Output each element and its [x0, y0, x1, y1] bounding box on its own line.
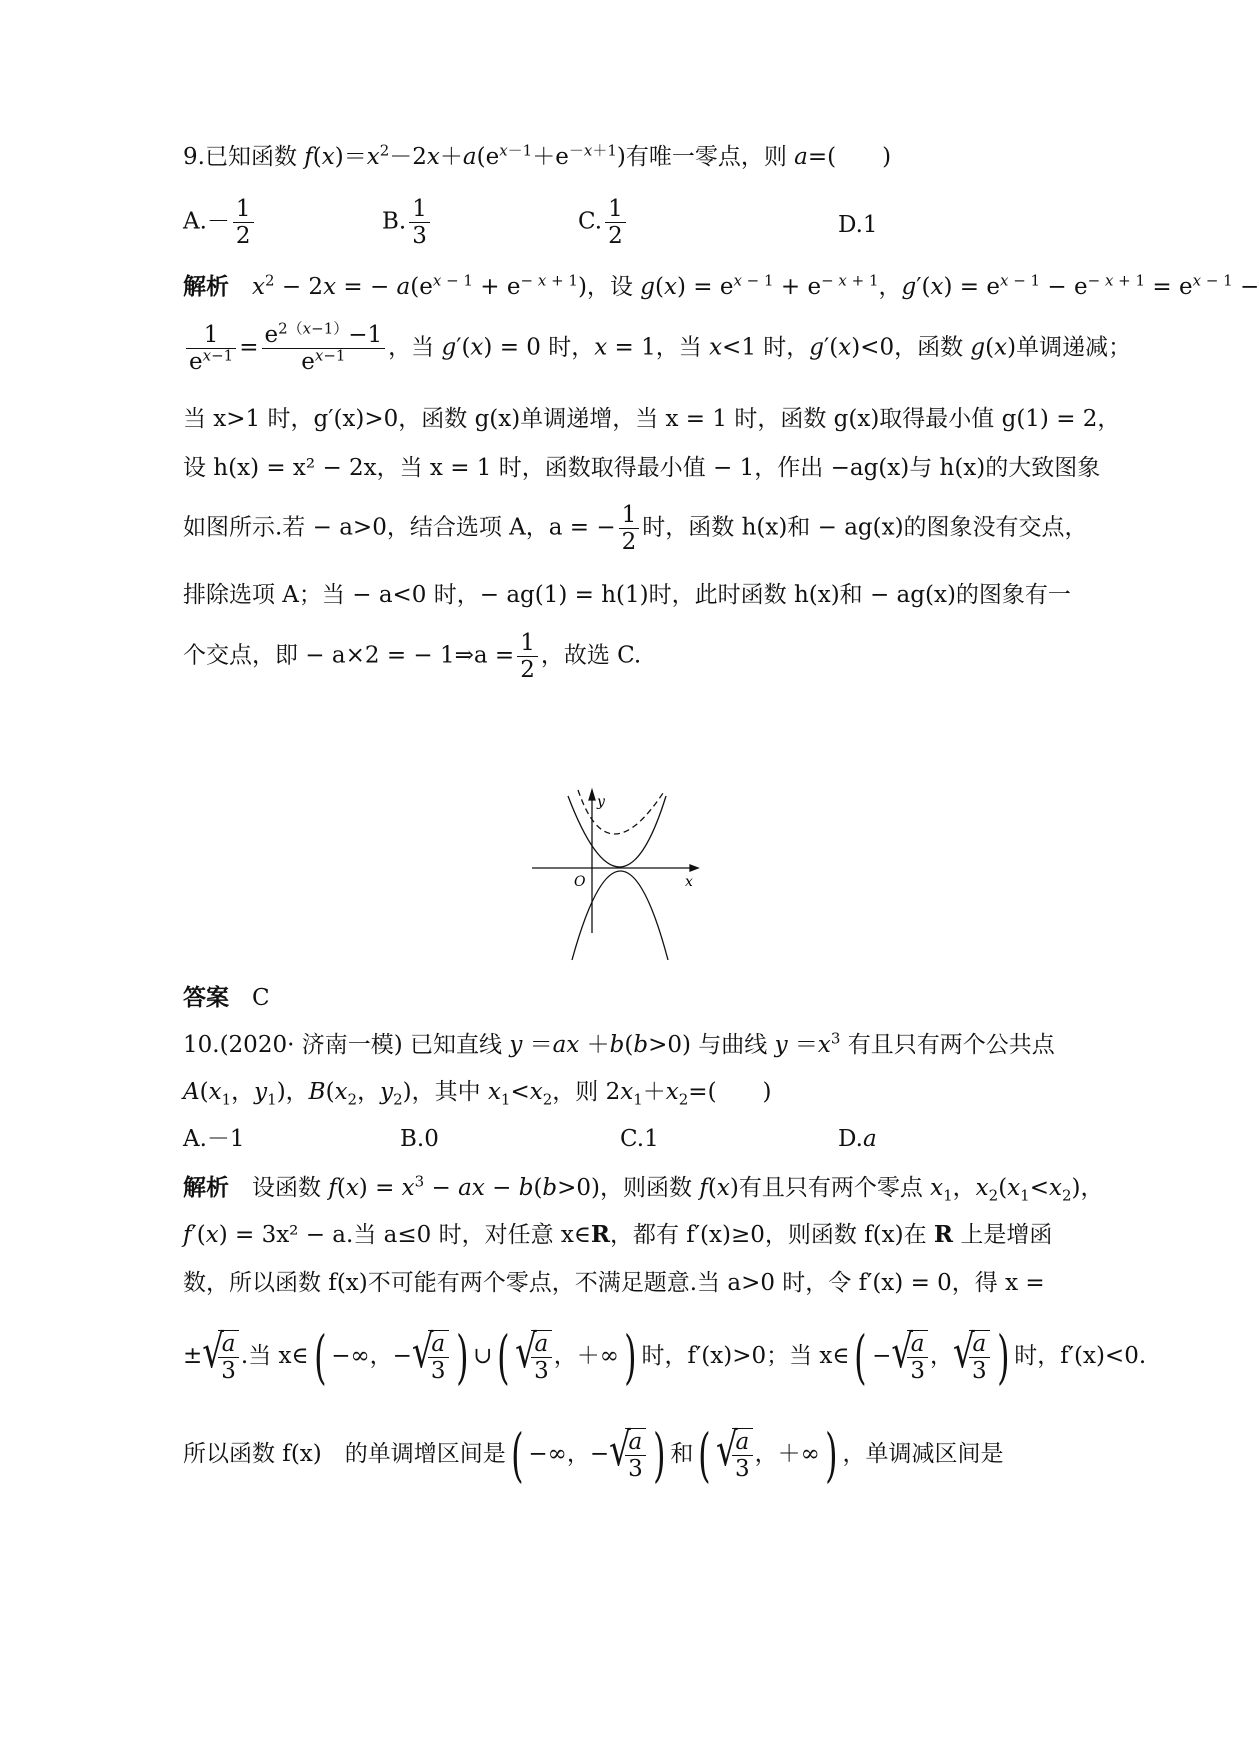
- solution-label: 解析: [183, 273, 229, 300]
- answer-9: 答案 C: [183, 984, 270, 1011]
- sol10-line-2: f′(x) = 3x² − a.当 a≤0 时，对任意 x∈R，都有 f′(x)≥0，则函数 f(x)在 R 上是增函: [183, 1221, 1053, 1248]
- h-curve: [568, 796, 666, 867]
- sol10-line-1: 解析 设函数 $f(x) = x^3$ − ax − b(b>0)，则函数 f(x)有且只有两个零点 $x_1$，$x_2(x_1<x_2)$，: [183, 1172, 1104, 1205]
- sol9-line-2: $\frac{1}{e^{x-1}}$ = $\frac{e^{2(x-1)}-1}{e^{x-1}}$ ，当 g′(x) = 0 时，x = 1，当 x<1 时，g′(x)<0，函数 g(x)单调递减；: [183, 322, 1131, 375]
- answer-label: 答案: [183, 984, 229, 1011]
- q10-stem-line-2: $A(x_1$，$y_1$)，$B(x_2$，$y_2$)，其中 $x_1<x_2$，则 $2x_1+x_2=$( ): [183, 1079, 772, 1109]
- x-axis-arrow: [690, 865, 698, 871]
- q9-option-c: C. $\frac{1}{2}$: [578, 196, 629, 249]
- q9-stem: 9.已知函数 $f(x)=x^2-2x+a(e^{x-1}+e^{-x+1})$有唯一零点，则 a=( ): [183, 141, 892, 170]
- function-graph-figure: [530, 788, 700, 963]
- q9-option-a: A.－ $\frac{1}{2}$: [183, 196, 257, 249]
- q10-option-b: B.0: [400, 1126, 439, 1152]
- sol9-line-3: 当 x>1 时，g′(x)>0，函数 g(x)单调递增，当 x = 1 时，函数 g(x)取得最小值 g(1) = 2，: [183, 406, 1121, 432]
- q9-option-b: B. $\frac{1}{3}$: [382, 196, 433, 249]
- sol9-line-1: 解析 $x^2 - 2x$ = − $a(e^{x - 1} + e^{- x + 1})$，设 $g(x) = e^{x - 1} + e^{- x + 1}$，$g'(x) = e^{x - 1} - e^{- x + 1} = e^{x - 1}$ −: [183, 271, 1259, 300]
- q10-option-a: A.－1: [183, 1126, 245, 1152]
- sol10-line-4: ± √ $\frac{a}{3}$ .当 x∈( −∞，− √ $\frac{a}{3}$ ) ∪( √ $\frac{a}{3}$ ，＋∞) 时，f′(x)>0；当 x∈( − √ $\frac{a}{3}$ ， √ $\frac{a}{3}$ ) 时，f′(x)<0.: [183, 1330, 1146, 1384]
- q10-option-d: D.a: [838, 1126, 877, 1152]
- y-axis-label: y: [597, 794, 605, 810]
- q10-option-c: C.1: [620, 1126, 659, 1152]
- q9-option-d: D.1: [838, 212, 878, 238]
- x-axis-label: x: [685, 874, 693, 890]
- sol9-line-5: 如图所示.若 − a>0，结合选项 A，a = − $\frac{1}{2}$ 时，函数 h(x)和 − ag(x)的图象没有交点，: [183, 502, 1088, 555]
- y-axis-arrow: [589, 790, 595, 800]
- sol9-line-6: 排除选项 A；当 − a<0 时，− ag(1) = h(1)时，此时函数 h(x)和 − ag(x)的图象有一: [183, 582, 1071, 608]
- solution-label: 解析: [183, 1174, 229, 1201]
- sol9-line-4: 设 h(x) = x² − 2x，当 x = 1 时，函数取得最小值 − 1，作出 −ag(x)与 h(x)的大致图象: [183, 455, 1101, 481]
- origin-label: O: [574, 874, 586, 890]
- q10-stem-line-1: 10.(2020· 济南一模) 已知直线 y ＝ax ＋b(b>0) 与曲线 $y =x^3$ 有且只有两个公共点: [183, 1029, 1055, 1058]
- sol9-line-7: 个交点，即 − a×2 = − 1⇒a = $\frac{1}{2}$ ，故选 C.: [183, 630, 642, 683]
- sol10-line-3: 数，所以函数 f(x)不可能有两个零点，不满足题意.当 a>0 时，令 f′(x) = 0，得 x =: [183, 1270, 1045, 1296]
- neg-ag-curve: [572, 871, 668, 960]
- sol10-line-5: 所以函数 f(x) 的单调增区间是( −∞，− √ $\frac{a}{3}$ ) 和( √ $\frac{a}{3}$ ，＋∞) ，单调减区间是: [183, 1428, 1003, 1482]
